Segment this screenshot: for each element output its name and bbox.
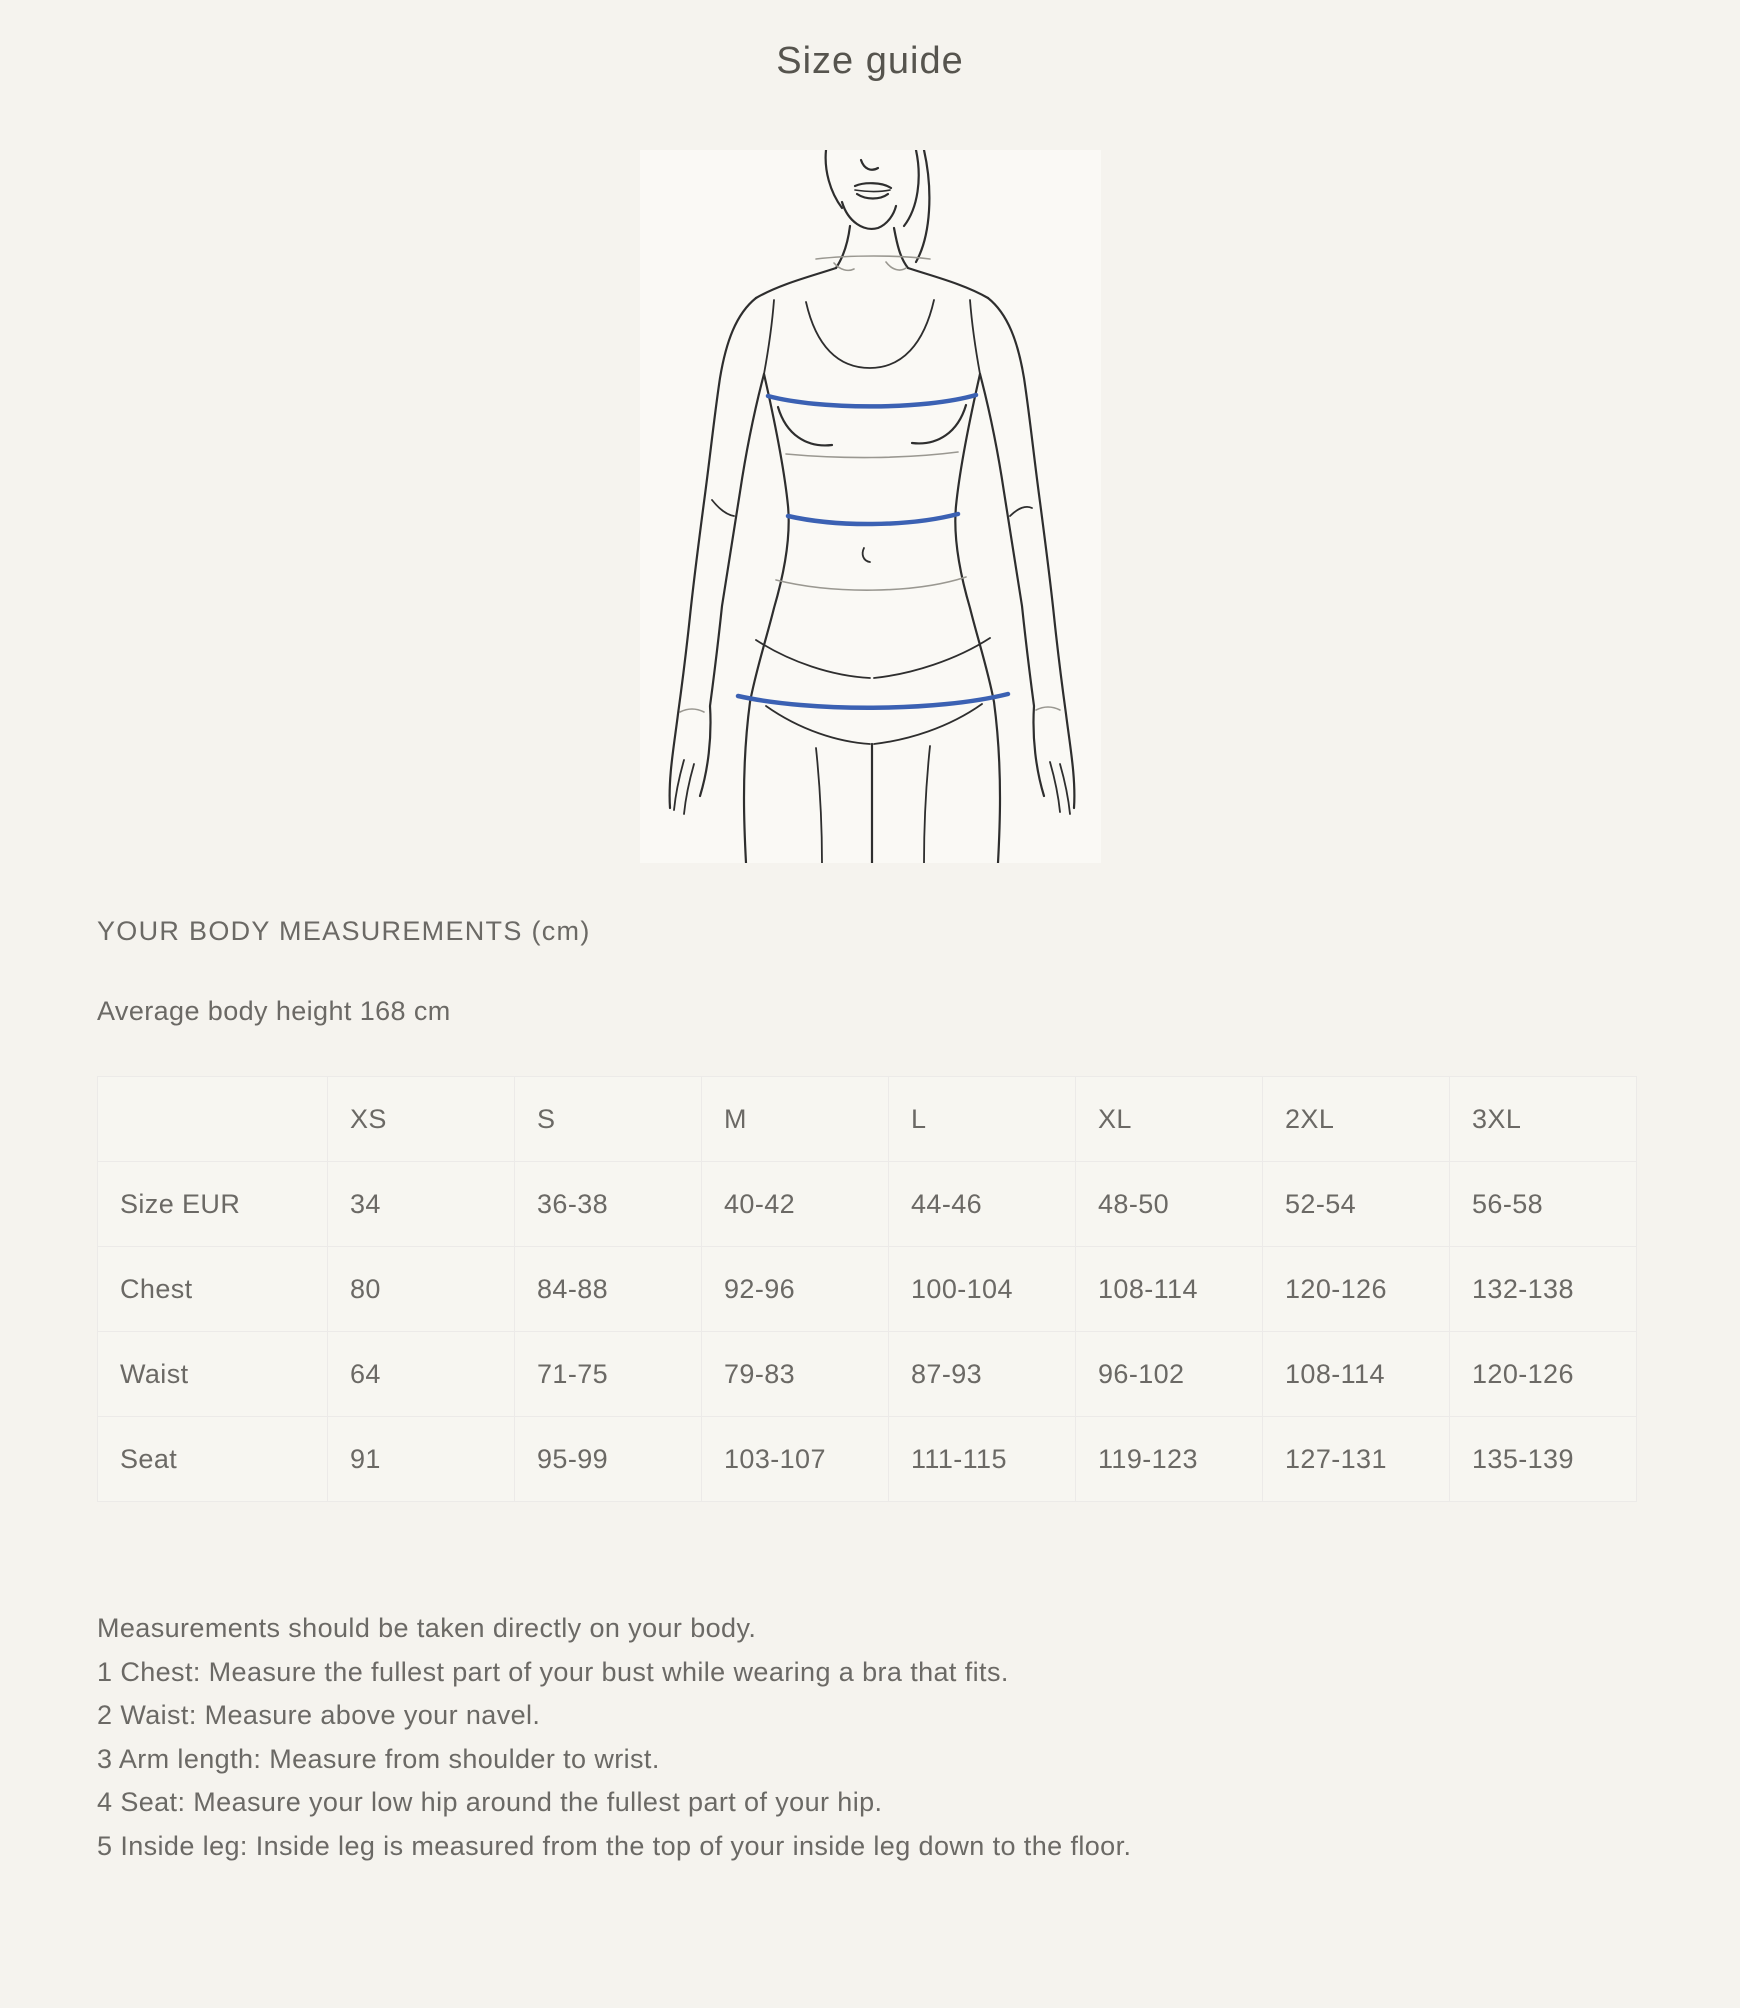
size-value-cell: 92-96	[702, 1247, 889, 1332]
size-value-cell: 52-54	[1263, 1162, 1450, 1247]
size-value-cell: 36-38	[515, 1162, 702, 1247]
row-label: Chest	[98, 1247, 328, 1332]
size-value-cell: 34	[328, 1162, 515, 1247]
size-column-header: S	[515, 1077, 702, 1162]
corner-cell	[98, 1077, 328, 1162]
note-line: 5 Inside leg: Inside leg is measured from the top of your inside leg down to the floor.	[97, 1830, 1132, 1861]
size-value-cell: 119-123	[1076, 1417, 1263, 1502]
size-value-cell: 79-83	[702, 1332, 889, 1417]
size-value-cell: 120-126	[1263, 1247, 1450, 1332]
size-value-cell: 132-138	[1450, 1247, 1637, 1332]
size-value-cell: 87-93	[889, 1332, 1076, 1417]
size-column-header: XS	[328, 1077, 515, 1162]
size-table-body	[98, 1162, 1637, 1502]
note-line: Measurements should be taken directly on your body.	[97, 1613, 757, 1643]
body-figure-illustration	[640, 150, 1101, 863]
size-value-cell: 56-58	[1450, 1162, 1637, 1247]
table-row	[98, 1162, 1637, 1247]
size-value-cell: 96-102	[1076, 1332, 1263, 1417]
row-label: Size EUR	[98, 1162, 328, 1247]
waist-measure-line	[788, 514, 958, 524]
note-line: 4 Seat: Measure your low hip around the fullest part of your hip.	[97, 1787, 883, 1817]
seat-measure-line	[738, 694, 1008, 708]
size-value-cell: 91	[328, 1417, 515, 1502]
measurements-heading: YOUR BODY MEASUREMENTS (cm)	[97, 916, 591, 946]
row-label: Seat	[98, 1417, 328, 1502]
note-line: 2 Waist: Measure above your navel.	[97, 1700, 541, 1730]
average-height-text: Average body height 168 cm	[97, 996, 451, 1026]
table-row	[98, 1417, 1637, 1502]
size-value-cell: 95-99	[515, 1417, 702, 1502]
size-value-cell: 103-107	[702, 1417, 889, 1502]
table-header-row	[98, 1077, 1637, 1162]
size-table	[97, 1076, 1637, 1502]
note-line: 1 Chest: Measure the fullest part of your bust while wearing a bra that fits.	[97, 1656, 1009, 1687]
size-table-head	[98, 1077, 1637, 1162]
size-value-cell: 120-126	[1450, 1332, 1637, 1417]
size-value-cell: 108-114	[1263, 1332, 1450, 1417]
row-label: Waist	[98, 1332, 328, 1417]
table-row	[98, 1332, 1637, 1417]
chest-measure-line	[768, 395, 976, 406]
size-value-cell: 135-139	[1450, 1417, 1637, 1502]
size-column-header: 2XL	[1263, 1077, 1450, 1162]
size-value-cell: 84-88	[515, 1247, 702, 1332]
page-title: Size guide	[776, 40, 964, 82]
size-value-cell: 71-75	[515, 1332, 702, 1417]
note-line: 3 Arm length: Measure from shoulder to wrist.	[97, 1743, 660, 1774]
size-value-cell: 80	[328, 1247, 515, 1332]
size-value-cell: 100-104	[889, 1247, 1076, 1332]
body-measurement-diagram	[640, 150, 1101, 863]
size-column-header: 3XL	[1450, 1077, 1637, 1162]
size-value-cell: 111-115	[889, 1417, 1076, 1502]
measurement-notes	[97, 1607, 1620, 1868]
size-column-header: L	[889, 1077, 1076, 1162]
size-value-cell: 44-46	[889, 1162, 1076, 1247]
size-value-cell: 64	[328, 1332, 515, 1417]
size-value-cell: 40-42	[702, 1162, 889, 1247]
size-value-cell: 127-131	[1263, 1417, 1450, 1502]
body-outline	[669, 150, 1074, 863]
size-column-header: XL	[1076, 1077, 1263, 1162]
size-value-cell: 108-114	[1076, 1247, 1263, 1332]
size-column-header: M	[702, 1077, 889, 1162]
size-value-cell: 48-50	[1076, 1162, 1263, 1247]
table-row	[98, 1247, 1637, 1332]
